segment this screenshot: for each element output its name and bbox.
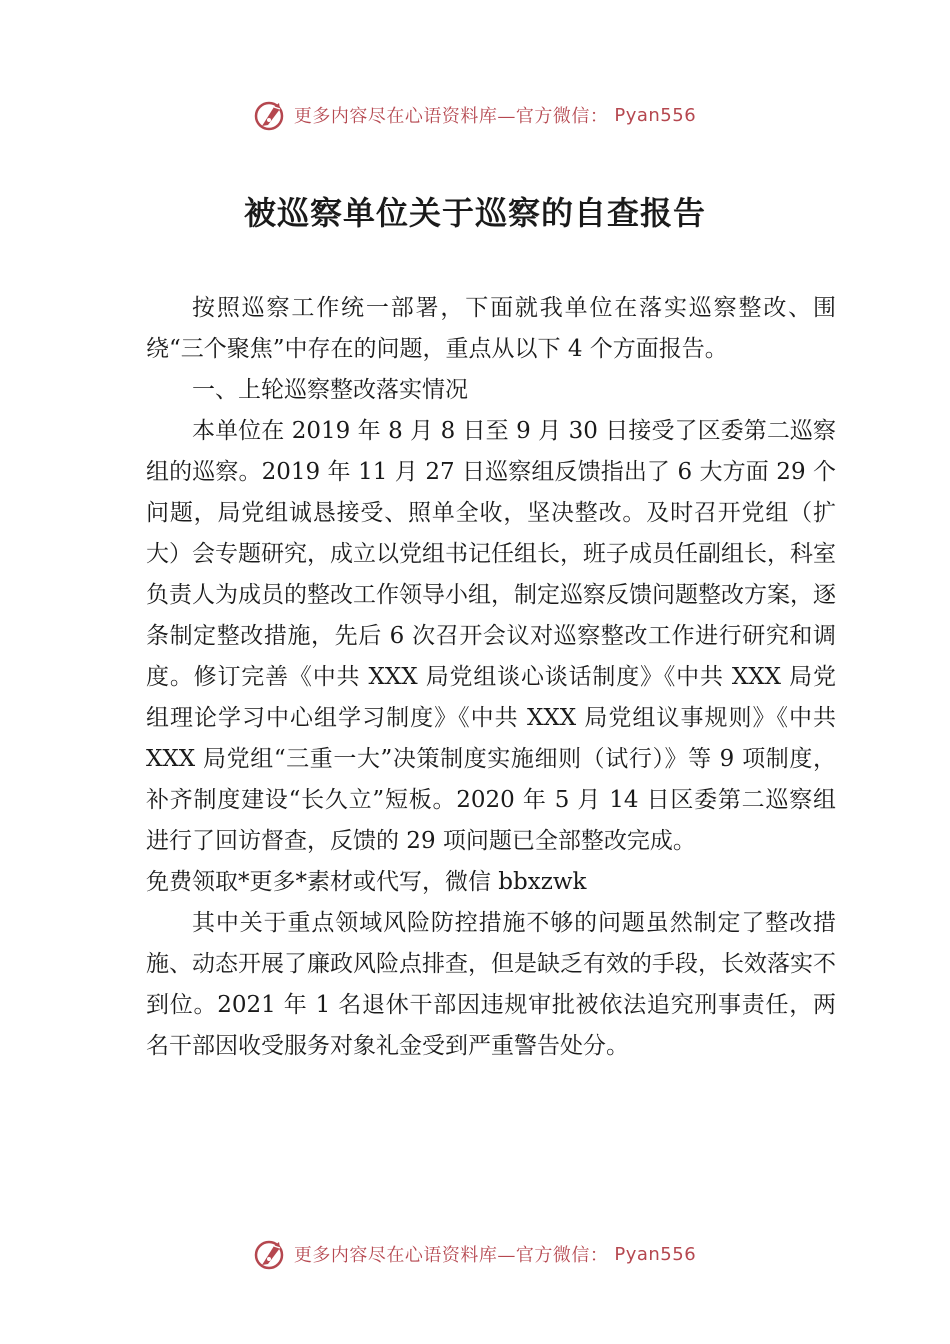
pen-nib-circle-icon: [254, 98, 288, 132]
watermark-code: Pyan556: [614, 1243, 697, 1265]
section-heading-1: 一、上轮巡察整改落实情况: [192, 377, 468, 403]
pen-nib-circle-icon: [254, 1237, 288, 1271]
promo-line: 免费领取*更多*素材或代写，微信 bbxzwk: [146, 869, 587, 895]
paragraph-rectification: 本单位在 2019 年 8 月 8 日至 9 月 30 日接受了区委第二巡察组的巡察。2019 年 11 月 27 日巡察组反馈指出了 6 大方面 29 个问题，局党组诚恳接受、照单全收，坚决整改。及时召开党组（扩大）会专题研究，成立以党组书记任组长，班子成员任副组长，科室负责人为成员的整改工作领导小组，制定巡察反馈问题整改方案，逐条制定整改措施，先后 6 次召开会议对巡察整改工作进行研究和调度。修订完善《中共 XXX 局党组谈心谈话制度》《中共 XXX 局党组理论学习中心组学习制度》《中共 XXX 局党组议事规则》《中共 XXX 局党组“三重一大”决策制度实施细则（试行）》等 9 项制度，补齐制度建设“长久立”短板。2020 年 5 月 14 日区委第二巡察组进行了回访督查，反馈的 29 项问题已全部整改完成。: [146, 418, 836, 854]
paragraph-risk-control: 其中关于重点领域风险防控措施不够的问题虽然制定了整改措施、动态开展了廉政风险点排查，但是缺乏有效的手段，长效落实不到位。2021 年 1 名退休干部因违规审批被依法追究刑事责任，两名干部因收受服务对象礼金受到严重警告处分。: [146, 910, 836, 1059]
paragraph-intro: 按照巡察工作统一部署，下面就我单位在落实巡察整改、围绕“三个聚焦”中存在的问题，重点从以下 4 个方面报告。: [146, 295, 836, 362]
document-title: 被巡察单位关于巡察的自查报告: [243, 194, 706, 232]
watermark-text: 更多内容尽在心语资料库—官方微信：: [293, 106, 609, 127]
footer-watermark: [0, 1237, 950, 1271]
watermark-code: Pyan556: [614, 104, 697, 126]
header-watermark: [0, 98, 950, 132]
document-body: [146, 288, 836, 1067]
watermark-text: 更多内容尽在心语资料库—官方微信：: [293, 1245, 609, 1266]
